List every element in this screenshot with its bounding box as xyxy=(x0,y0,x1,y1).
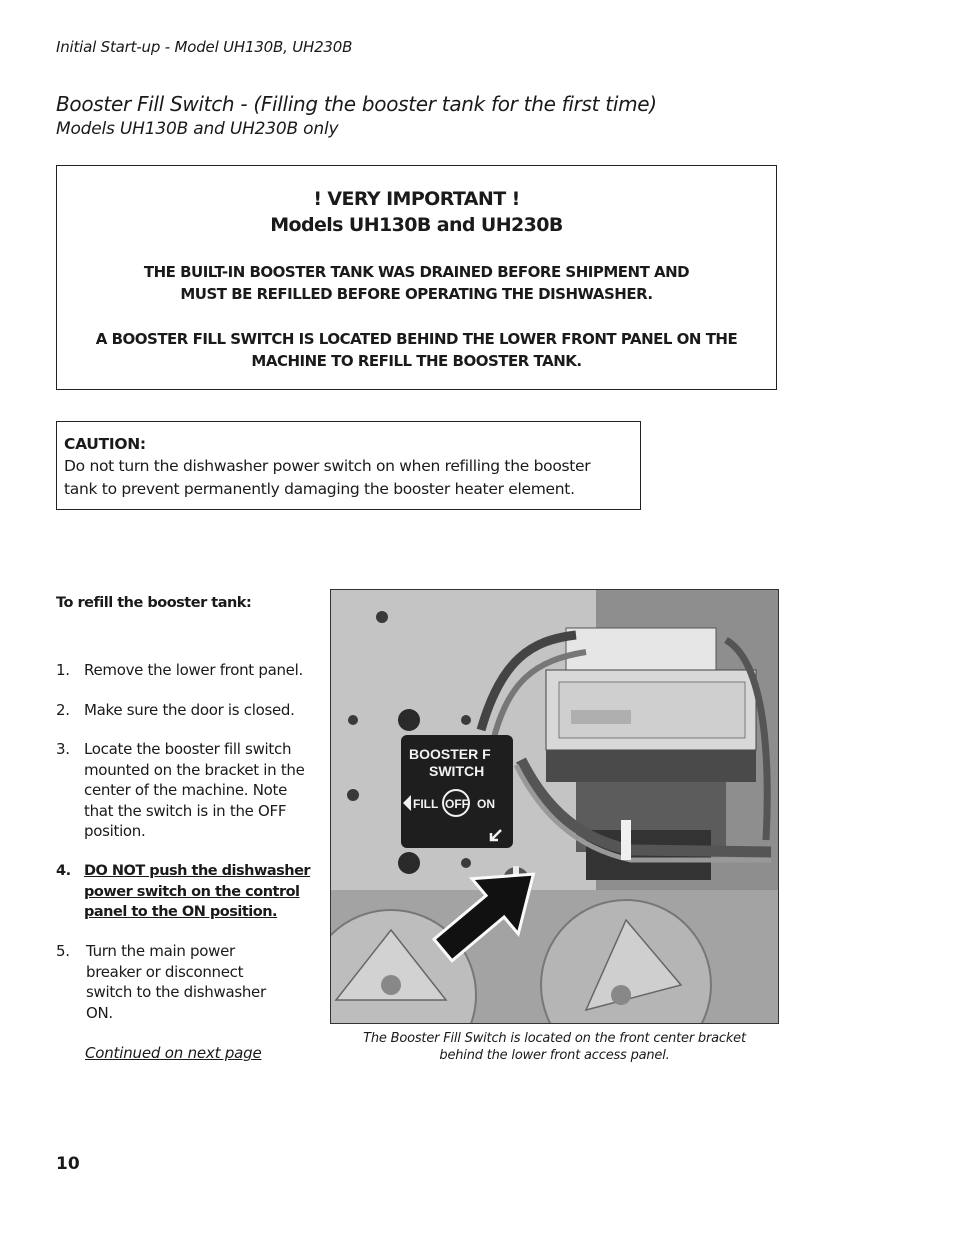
important-para2-line1: A BOOSTER FILL SWITCH IS LOCATED BEHIND THE LOWER FRONT PANEL ON THE xyxy=(95,330,738,348)
important-para2-line2: MACHINE TO REFILL THE BOOSTER TANK. xyxy=(251,352,582,370)
step-text: Make sure the door is closed. xyxy=(84,701,295,719)
caption-line2: behind the lower front access panel. xyxy=(439,1048,670,1063)
photo-caption xyxy=(330,1030,779,1064)
procedure-heading: To refill the booster tank: xyxy=(56,595,252,611)
step-number: 1. xyxy=(56,661,70,679)
important-heading: ! VERY IMPORTANT ! xyxy=(313,188,520,210)
important-para1-line2: MUST BE REFILLED BEFORE OPERATING THE DISHWASHER. xyxy=(180,285,653,303)
step-text: Remove the lower front panel. xyxy=(84,661,303,679)
running-header: Initial Start-up - Model UH130B, UH230B xyxy=(56,38,353,56)
photo-label-line1: BOOSTER F xyxy=(409,746,491,762)
caution-line2: tank to prevent permanently damaging the booster heater element. xyxy=(64,480,575,498)
continued-link[interactable]: Continued on next page xyxy=(85,1044,262,1062)
important-notice-box xyxy=(56,165,777,390)
step-number: 5. xyxy=(56,942,70,960)
step-number: 2. xyxy=(56,701,70,719)
booster-switch-photo xyxy=(330,589,779,1024)
caution-box xyxy=(56,421,641,510)
caution-body xyxy=(64,455,640,501)
page-number: 10 xyxy=(56,1154,80,1174)
photo-switch-off: OFF xyxy=(445,797,469,811)
step-text: Locate the booster fill switch mounted on the bracket in the center of the machine. Note that the switch is in the OFF position. xyxy=(84,740,305,840)
important-para1-line1: THE BUILT-IN BOOSTER TANK WAS DRAINED BEFORE SHIPMENT AND xyxy=(143,263,690,281)
step-number: 3. xyxy=(56,740,70,758)
photo-switch-fill: FILL xyxy=(413,797,439,811)
step-text: Turn the main power breaker or disconnect switch to the dishwasher ON. xyxy=(86,942,266,1022)
important-paragraph-switch xyxy=(67,328,766,372)
caption-line1: The Booster Fill Switch is located on the front center bracket xyxy=(363,1031,746,1046)
section-subtitle: Models UH130B and UH230B only xyxy=(56,119,339,139)
photo-label-line2: SWITCH xyxy=(429,763,485,779)
caution-line1: Do not turn the dishwasher power switch on when refilling the booster xyxy=(64,457,591,475)
step-text: DO NOT push the dishwasher power switch on the control panel to the ON position. xyxy=(84,863,311,920)
photo-switch-on: ON xyxy=(477,797,495,811)
step-number: 4. xyxy=(56,863,71,879)
important-paragraph-drained xyxy=(67,261,766,305)
important-models-heading: Models UH130B and UH230B xyxy=(270,214,563,236)
caution-title: CAUTION: xyxy=(64,435,146,453)
photo-illustration xyxy=(331,590,779,1024)
section-title: Booster Fill Switch - (Filling the booster tank for the first time) xyxy=(56,92,657,116)
